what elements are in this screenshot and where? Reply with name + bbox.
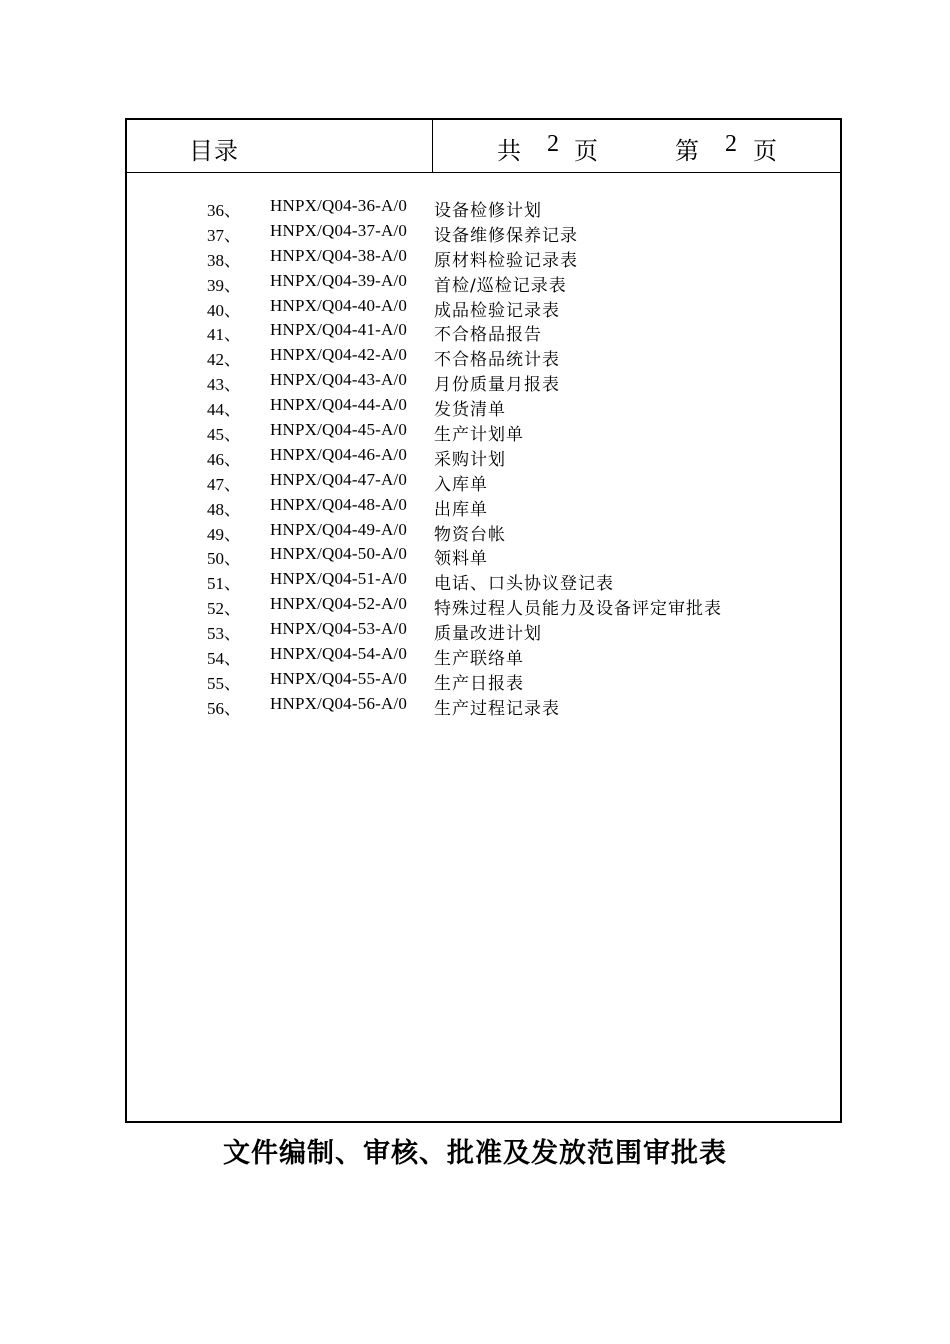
item-name: 生产过程记录表 [434, 698, 560, 719]
item-name: 不合格品报告 [434, 325, 542, 346]
item-name: 采购计划 [434, 449, 506, 470]
item-code: HNPX/Q04-37-A/0 [270, 220, 408, 240]
list-item [127, 320, 840, 345]
toc-list [127, 196, 840, 719]
list-item [127, 296, 840, 321]
list-item [127, 495, 840, 520]
item-number: 38、 [207, 250, 241, 270]
item-code: HNPX/Q04-46-A/0 [270, 444, 408, 464]
item-code: HNPX/Q04-43-A/0 [270, 370, 408, 390]
item-code: HNPX/Q04-39-A/0 [270, 270, 408, 290]
item-number: 36、 [207, 201, 241, 220]
item-number: 42、 [207, 350, 241, 370]
item-code: HNPX/Q04-52-A/0 [270, 594, 408, 614]
list-item [127, 395, 840, 420]
toc-header [127, 120, 840, 173]
list-item [127, 594, 840, 619]
item-name: 设备维修保养记录 [434, 225, 578, 246]
current-page-value: 2 [725, 131, 737, 157]
item-code: HNPX/Q04-41-A/0 [270, 320, 408, 340]
item-number: 49、 [207, 524, 241, 544]
item-name: 月份质量月报表 [434, 375, 560, 396]
item-name: 生产联络单 [434, 649, 524, 670]
item-name: 出库单 [434, 499, 488, 520]
list-item [127, 345, 840, 370]
list-item [127, 520, 840, 545]
item-name: 成品检验记录表 [434, 300, 560, 321]
list-item [127, 196, 840, 221]
list-item [127, 619, 840, 644]
list-item [127, 271, 840, 296]
item-name: 原材料检验记录表 [434, 250, 578, 271]
item-number: 55、 [207, 673, 241, 693]
item-name: 入库单 [434, 474, 488, 495]
item-code: HNPX/Q04-36-A/0 [270, 196, 408, 215]
item-code: HNPX/Q04-45-A/0 [270, 420, 408, 440]
item-code: HNPX/Q04-50-A/0 [270, 544, 408, 564]
item-number: 48、 [207, 499, 241, 519]
item-name: 特殊过程人员能力及设备评定审批表 [434, 599, 722, 620]
list-item [127, 420, 840, 445]
item-name: 不合格品统计表 [434, 350, 560, 371]
header-divider [432, 120, 433, 172]
item-name: 生产日报表 [434, 673, 524, 694]
item-code: HNPX/Q04-47-A/0 [270, 469, 408, 489]
item-code: HNPX/Q04-38-A/0 [270, 245, 408, 265]
list-item [127, 669, 840, 694]
list-item [127, 544, 840, 569]
item-number: 45、 [207, 425, 241, 445]
list-item [127, 246, 840, 271]
list-item [127, 644, 840, 669]
item-number: 47、 [207, 474, 241, 494]
item-code: HNPX/Q04-49-A/0 [270, 519, 408, 539]
item-code: HNPX/Q04-53-A/0 [270, 619, 408, 639]
list-item [127, 221, 840, 246]
item-code: HNPX/Q04-51-A/0 [270, 569, 408, 589]
current-page-label: 第 [675, 137, 699, 165]
list-item [127, 569, 840, 594]
item-number: 56、 [207, 698, 241, 718]
item-name: 领料单 [434, 549, 488, 570]
item-number: 51、 [207, 574, 241, 594]
item-number: 44、 [207, 400, 241, 420]
item-number: 40、 [207, 300, 241, 320]
item-number: 37、 [207, 225, 241, 245]
item-code: HNPX/Q04-44-A/0 [270, 395, 408, 415]
item-name: 发货清单 [434, 400, 506, 421]
item-number: 53、 [207, 624, 241, 644]
current-page-unit: 页 [753, 137, 777, 165]
total-pages-value: 2 [547, 131, 559, 157]
list-item [127, 694, 840, 719]
toc-table [125, 118, 842, 1123]
item-name: 电话、口头协议登记表 [434, 574, 614, 595]
list-item [127, 470, 840, 495]
item-name: 物资台帐 [434, 524, 506, 545]
item-code: HNPX/Q04-48-A/0 [270, 494, 408, 514]
total-pages-unit: 页 [574, 137, 598, 165]
item-name: 首检/巡检记录表 [434, 275, 567, 296]
item-number: 54、 [207, 649, 241, 669]
toc-title: 目录 [189, 137, 239, 165]
item-name: 质量改进计划 [434, 624, 542, 645]
item-code: HNPX/Q04-55-A/0 [270, 668, 408, 688]
item-number: 39、 [207, 275, 241, 295]
item-number: 52、 [207, 599, 241, 619]
item-number: 50、 [207, 549, 241, 569]
item-code: HNPX/Q04-42-A/0 [270, 345, 408, 365]
next-section-title: 文件编制、审核、批准及发放范围审批表 [223, 1138, 727, 1169]
item-number: 46、 [207, 449, 241, 469]
item-name: 生产计划单 [434, 425, 524, 446]
item-number: 41、 [207, 325, 241, 345]
item-code: HNPX/Q04-56-A/0 [270, 693, 408, 713]
list-item [127, 445, 840, 470]
item-number: 43、 [207, 375, 241, 395]
item-code: HNPX/Q04-40-A/0 [270, 295, 408, 315]
item-code: HNPX/Q04-54-A/0 [270, 644, 408, 664]
list-item [127, 370, 840, 395]
item-name: 设备检修计划 [434, 201, 542, 221]
total-pages-label: 共 [497, 137, 521, 165]
